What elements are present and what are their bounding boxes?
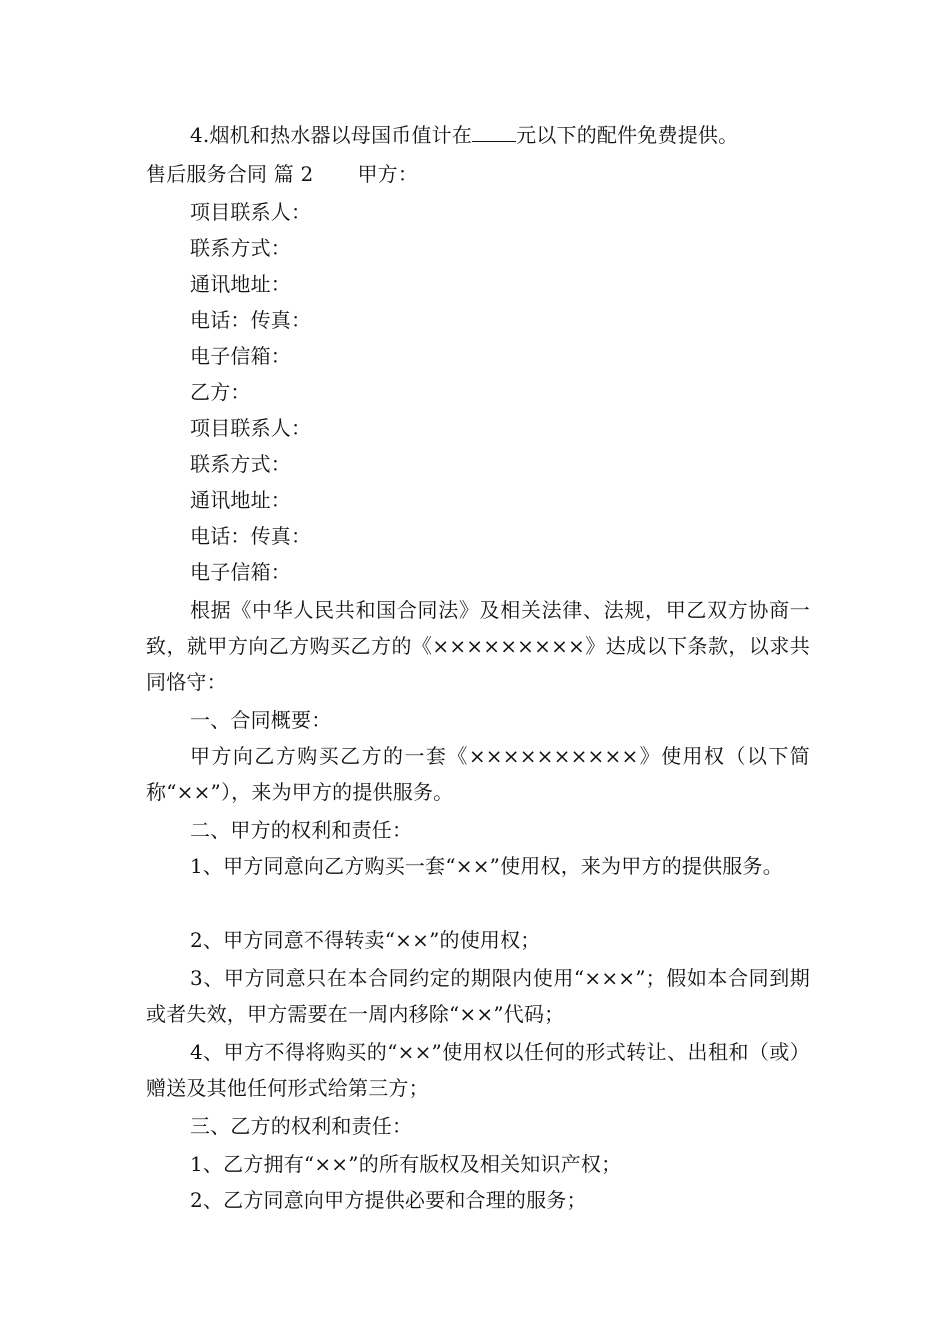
section-3-item-2: 2、乙方同意向甲方提供必要和合理的服务；	[190, 1188, 587, 1212]
section-2-item-4: 4、甲方不得将购买的“××”使用权以任何的形式转让、出租和（或）赠送及其他任何形式给第三方；	[146, 1040, 810, 1100]
section-3-title: 三、乙方的权利和责任：	[190, 1114, 413, 1138]
section-2-item-1: 1、甲方同意向乙方购买一套“××”使用权，来为甲方的提供服务。	[190, 854, 783, 878]
party-a-address: 通讯地址：	[190, 272, 291, 296]
clause-4-text-end: 元以下的配件免费提供。	[516, 123, 739, 147]
party-a-email: 电子信箱：	[190, 344, 291, 368]
fill-in-blank	[472, 123, 516, 142]
party-b-phone: 电话：传真：	[190, 524, 312, 548]
party-a-contact: 项目联系人：	[190, 200, 312, 224]
section-3-item-1: 1、乙方拥有“××”的所有版权及相关知识产权；	[190, 1152, 622, 1176]
clause-4-line	[190, 117, 854, 153]
party-a-label: 甲方：	[357, 162, 419, 186]
preamble-paragraph: 根据《中华人民共和国合同法》及相关法律、法规，甲乙双方协商一致，就甲方向乙方购买乙方的《×××××××××》达成以下条款，以求共同恪守：	[146, 598, 810, 694]
party-b-contact: 项目联系人：	[190, 416, 312, 440]
section-1-title: 一、合同概要：	[190, 708, 332, 732]
section-2-item-2: 2、甲方同意不得转卖“××”的使用权；	[190, 928, 541, 952]
clause-4-text-start: 4.烟机和热水器以母国币值计在	[190, 123, 473, 147]
section-2-item-3: 3、甲方同意只在本合同约定的期限内使用“×××”；假如本合同到期或者失效，甲方需要在一周内移除“××”代码；	[146, 966, 810, 1026]
party-a-phone: 电话：传真：	[190, 308, 312, 332]
party-b-address: 通讯地址：	[190, 488, 291, 512]
section-2-title: 二、甲方的权利和责任：	[190, 818, 413, 842]
party-b-email: 电子信箱：	[190, 560, 291, 584]
section-1-body: 甲方向乙方购买乙方的一套《××××××××××》使用权（以下简称“××”），来为甲方的提供服务。	[146, 744, 810, 804]
party-b-method: 联系方式：	[190, 452, 291, 476]
heading-line	[146, 156, 810, 192]
party-a-method: 联系方式：	[190, 236, 291, 260]
party-b-label: 乙方：	[190, 380, 251, 404]
contract-heading: 售后服务合同 篇 2	[146, 162, 314, 186]
